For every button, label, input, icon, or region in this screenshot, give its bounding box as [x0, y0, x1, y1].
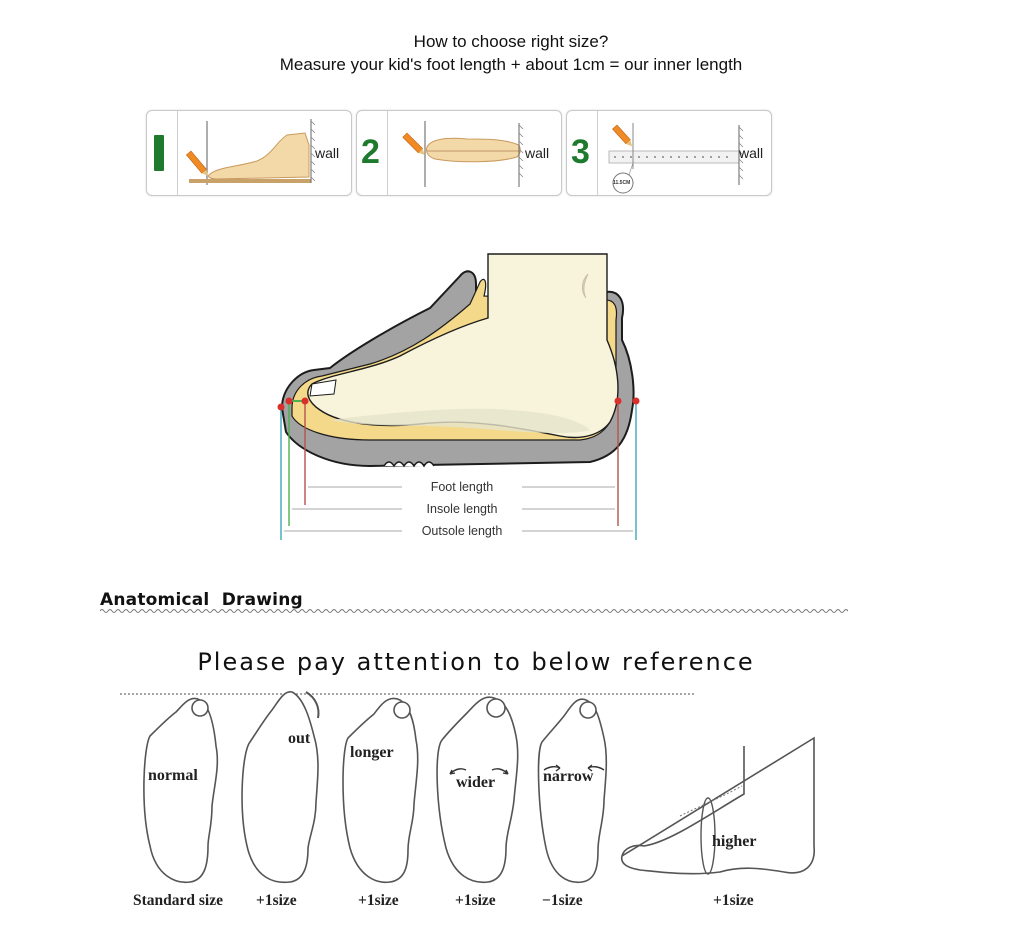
foot-label-longer: longer: [350, 744, 394, 761]
wall-label-1: wall: [315, 145, 340, 161]
step-number-2: 2: [361, 133, 380, 171]
measure-step-2: [356, 110, 562, 196]
measure-step-1: [146, 110, 352, 196]
wall-label-2: wall: [525, 145, 550, 161]
foot-label-out: out: [288, 730, 311, 747]
reference-title: Please pay attention to below reference: [197, 648, 755, 676]
outsole-length-label: Outsole length: [402, 524, 522, 538]
measure-step-3: [566, 110, 772, 196]
size-label-out: +1size: [256, 892, 297, 909]
wavy-underline: [100, 608, 848, 614]
size-label-narrow: −1size: [542, 892, 583, 909]
section-title: Anatomical Drawing: [100, 590, 303, 610]
foot-label-normal: normal: [148, 767, 198, 784]
size-label-higher: +1size: [713, 892, 754, 909]
ruler-reading: 11.5CM: [613, 180, 631, 186]
size-label-wider: +1size: [455, 892, 496, 909]
step-number-1: [154, 135, 164, 171]
foot-length-label: Foot length: [402, 480, 522, 494]
insole-length-label: Insole length: [402, 502, 522, 516]
foot-label-higher: higher: [712, 833, 757, 850]
header-subtitle: Measure your kid's foot length + about 1cm = our inner length: [279, 55, 743, 74]
size-guide-header: [0, 30, 1022, 76]
foot-label-wider: wider: [456, 774, 496, 791]
size-label-normal: Standard size: [133, 892, 223, 909]
header-title: How to choose right size?: [413, 32, 609, 51]
wall-label-3: wall: [739, 145, 764, 161]
size-label-longer: +1size: [358, 892, 399, 909]
step-number-3: 3: [571, 133, 590, 171]
shoe-cross-section-diagram: [270, 240, 650, 540]
foot-label-narrow: narrow: [543, 768, 594, 785]
